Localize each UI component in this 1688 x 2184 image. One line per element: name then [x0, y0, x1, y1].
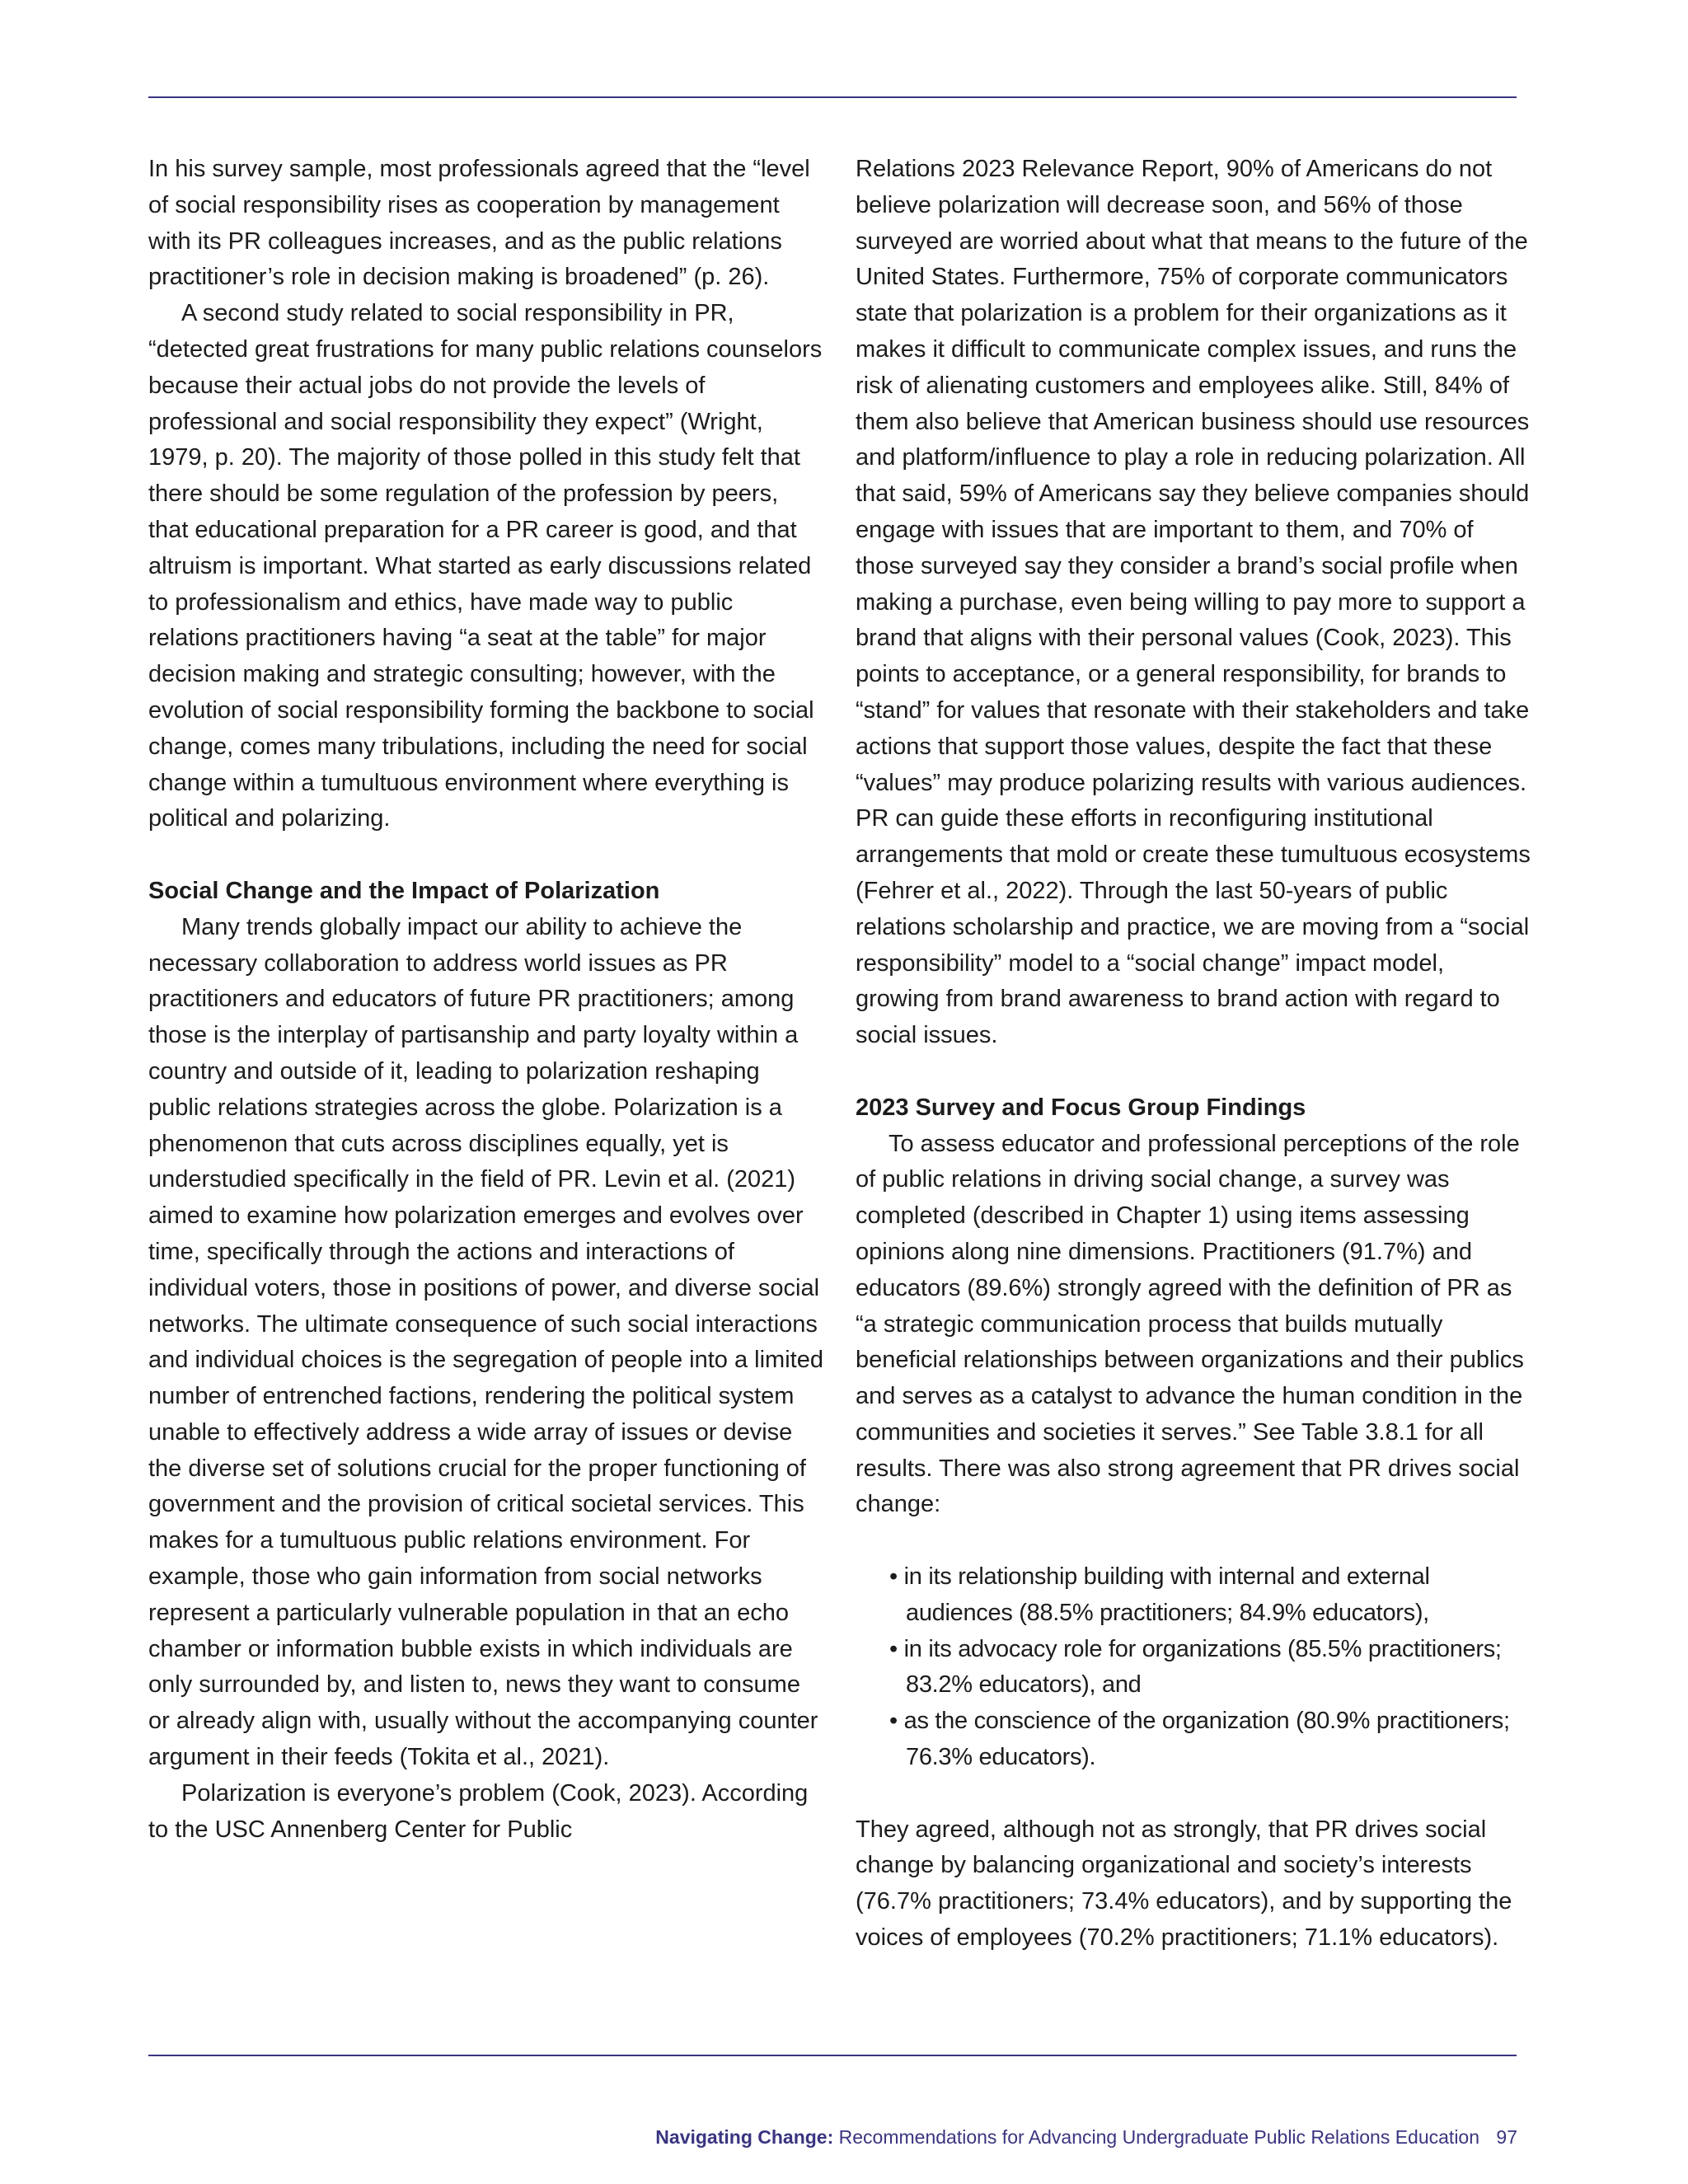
body-paragraph: Relations 2023 Relevance Report, 90% of Americans do not believe polarization will decrease soon, and 56% of those surveyed are worried about what that means to the future of the United States. Furthermore, 75% of corporate communicators state that polarization is a problem for their organizations as it makes it difficult to communicate complex issues, and runs the risk of alienating customers and employees alike. Still, 84% of them also believe that American business should use resources and platform/influence to play a role in reducing polarization. All that said, 59% of Americans say they believe companies should engage with issues that are important to them, and 70% of those surveyed say they consider a brand’s social profile when making a purchase, even being willing to pay more to support a brand that aligns with their personal values (Cook, 2023). This points to acceptance, or a general responsibility, for brands to “stand” for values that resonate with their stakeholders and take actions that support those values, despite the fact that these “values” may produce polarizing results with various audiences. PR can guide these efforts in reconfiguring institutional arrangements that mold or create these tumultuous ecosystems (Fehrer et al., 2022). Through the last 50-years of public relations scholarship and practice, we are moving from a “social responsibility” model to a “social change” impact model, growing from brand awareness to brand action with regard to social issues. [856, 156, 1531, 1049]
body-paragraph: A second study related to social responsibility in PR, “detected great frustrations for many public relations counselors because their actual jobs do not provide the levels of professional and social responsibility they expect” (Wright, 1979, p. 20). The majority of those polled in this study felt that there should be some regulation of the profession by peers, that educational preparation for a PR career is good, and that altruism is important. What started as early discussions related to professionalism and ethics, have made way to public relations practitioners having “a seat at the table” for major decision making and strategic consulting; however, with the evolution of social responsibility forming the backbone to social change, comes many tribulations, including the need for social change within a tumultuous environment where everything is political and polarizing. [148, 300, 823, 832]
bottom-rule [148, 2055, 1517, 2056]
right-column [856, 152, 1531, 1957]
left-column [148, 152, 824, 1848]
bullet-item: • in its advocacy role for organizations (85.5% practitioners; 83.2% educators), and [889, 1635, 1502, 1699]
footer-subtitle: Recommendations for Advancing Undergraduate Public Relations Education [838, 2126, 1480, 2148]
body-paragraph: Polarization is everyone’s problem (Cook, 2023). According to the USC Annenberg Center for Public [148, 1779, 809, 1843]
bullet-item: • in its relationship building with internal and external audiences (88.5% practitioners; 84.9% educators), [889, 1563, 1430, 1626]
paragraph-gap [856, 1054, 1531, 1090]
page-footer [655, 2126, 1517, 2149]
section-heading: Social Change and the Impact of Polarization [148, 877, 660, 904]
bullet-list [856, 1559, 1531, 1776]
bullet-item: • as the conscience of the organization (80.9% practitioners; 76.3% educators). [889, 1708, 1510, 1771]
page-number: 97 [1496, 2126, 1517, 2148]
footer-title: Navigating Change: [655, 2126, 834, 2148]
paragraph-gap [856, 1776, 1531, 1812]
body-paragraph: Many trends globally impact our ability to achieve the necessary collaboration to address world issues as PR practitioners and educators of future PR practitioners; among those is the interplay of partisanship and party loyalty within a country and outside of it, leading to polarization reshaping public relations strategies across the globe. Polarization is a phenomenon that cuts across disciplines equally, yet is understudied specifically in the field of PR. Levin et al. (2021) aimed to examine how polarization emerges and evolves over time, specifically through the actions and interactions of individual voters, those in positions of power, and diverse social networks. The ultimate consequence of such social interactions and individual choices is the segregation of people into a limited number of entrenched factions, rendering the political system unable to effectively address a wide array of issues or devise the diverse set of solutions crucial for the proper functioning of government and the provision of critical societal services. This makes for a tumultuous public relations environment. For example, those who gain information from social networks represent a particularly vulnerable population in that an echo chamber or information bubble exists in which individuals are only surrounded by, and listen to, news they want to consume or already align with, usually without the accompanying counter argument in their feeds (Tokita et al., 2021). [148, 913, 823, 1771]
top-rule [148, 96, 1517, 98]
body-paragraph: In his survey sample, most professionals agreed that the “level of social responsibility rises as cooperation by management with its PR colleagues increases, and as the public relations practitioner’s role in decision making is broadened” (p. 26). [148, 156, 810, 291]
paragraph-gap [148, 837, 824, 874]
section-heading: 2023 Survey and Focus Group Findings [856, 1094, 1306, 1121]
body-paragraph: To assess educator and professional perceptions of the role of public relations in driving social change, a survey was completed (described in Chapter 1) using items assessing opinions along nine dimensions. Practitioners (91.7%) and educators (89.6%) strongly agreed with the definition of PR as “a strategic communication process that builds mutually beneficial relationships between organizations and their publics and serves as a catalyst to advance the human condition in the communities and societies it serves.” See Table 3.8.1 for all results. There was also strong agreement that PR drives social change: [856, 1130, 1524, 1518]
body-paragraph: They agreed, although not as strongly, that PR drives social change by balancing organizational and society’s interests (76.7% practitioners; 73.4% educators), and by supporting the voices of employees (70.2% practitioners; 71.1% educators). [856, 1816, 1512, 1952]
paragraph-gap [856, 1523, 1531, 1559]
